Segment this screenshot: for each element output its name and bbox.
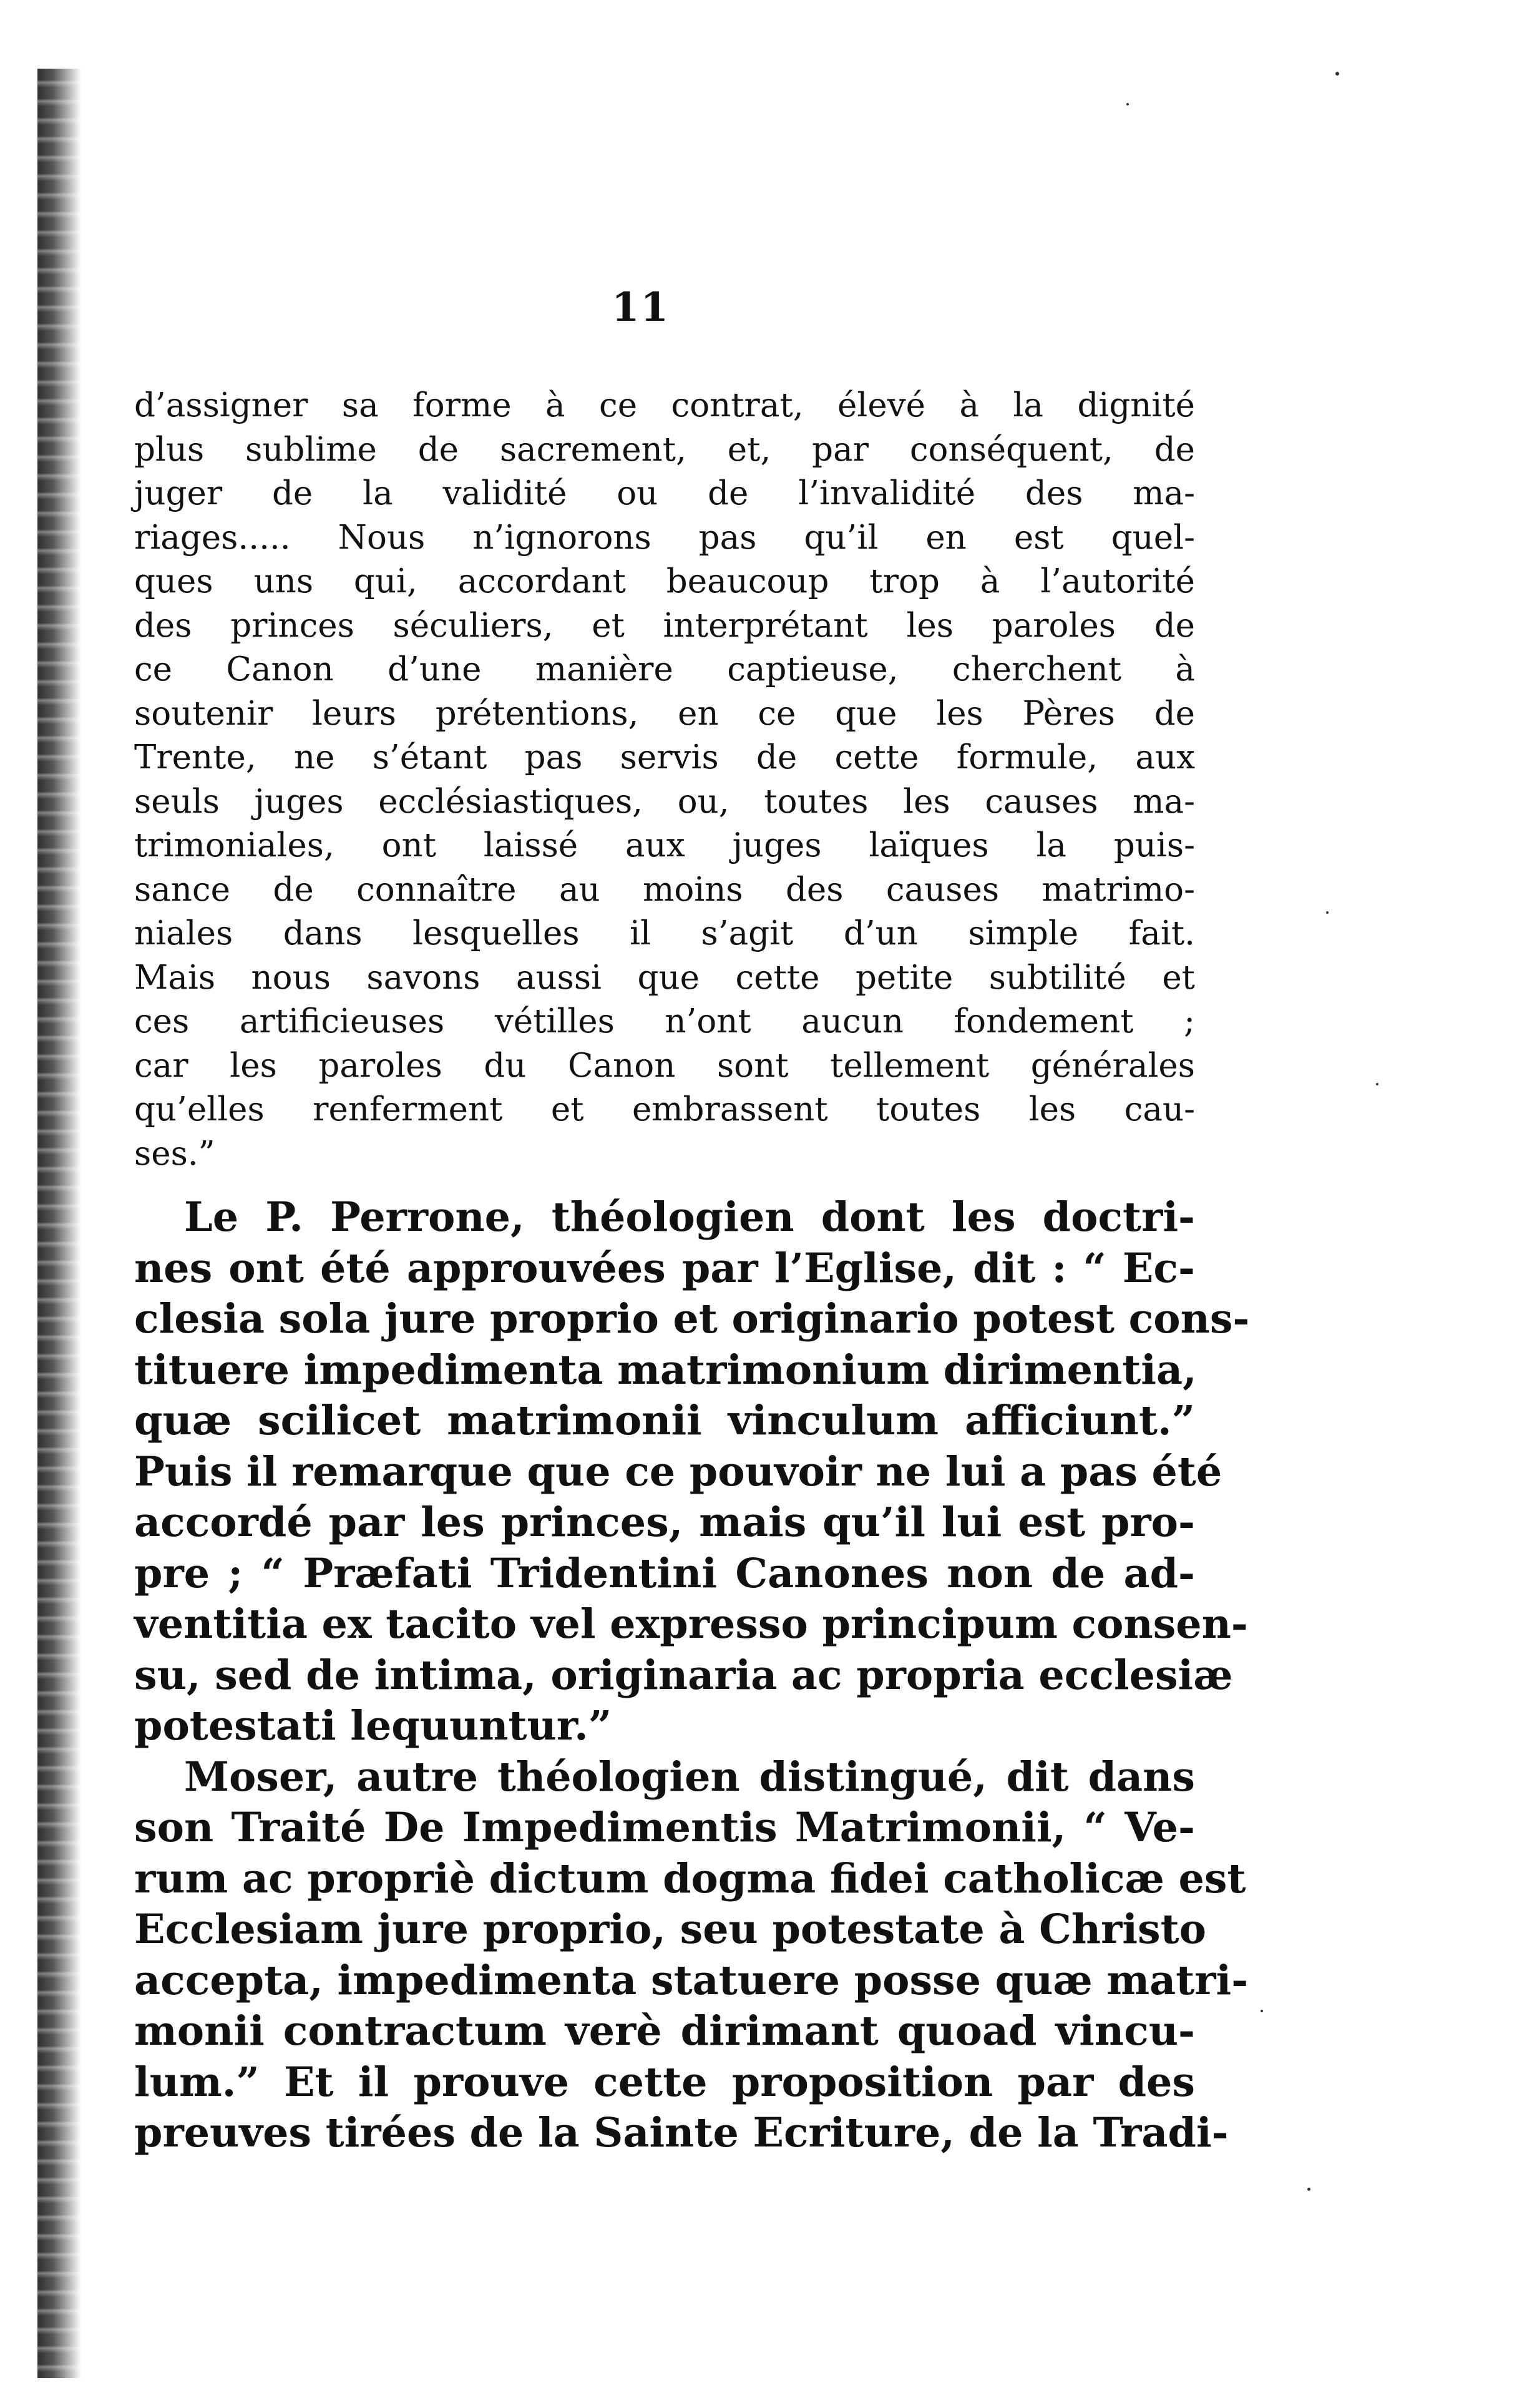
- text-line: trimoniales, ont laissé aux juges laïques la puis-: [134, 826, 1195, 864]
- text-line: Le P. Perrone, théologien dont les doctri-: [184, 1193, 1195, 1241]
- text-line: ce Canon d’une manière captieuse, cherchent à: [134, 650, 1195, 688]
- text-line: ventitia ex tacito vel expresso principum consen-: [134, 1600, 1248, 1648]
- body-text-bold: [134, 1192, 1250, 2159]
- text-line: Trente, ne s’étant pas servis de cette formule, aux: [134, 738, 1195, 776]
- ink-speck: [1126, 103, 1129, 105]
- text-line: pre ; “ Præfati Tridentini Canones non de ad-: [134, 1549, 1195, 1597]
- text-line: ces artificieuses vétilles n’ont aucun fondement ;: [134, 1002, 1195, 1040]
- ink-speck: [1261, 2010, 1263, 2012]
- text-line: Puis il remarque que ce pouvoir ne lui a pas été: [134, 1447, 1222, 1495]
- text-line: sance de connaître au moins des causes matrimo-: [134, 870, 1195, 909]
- text-line: des princes séculiers, et interprétant les paroles de: [134, 606, 1195, 645]
- text-line: rum ac propriè dictum dogma fidei catholicæ est: [134, 1854, 1246, 1902]
- ink-speck: [1335, 72, 1339, 76]
- text-line: qu’elles renferment et embrassent toutes les cau-: [134, 1090, 1195, 1128]
- text-line: nes ont été approuvées par l’Eglise, dit : “ Ec-: [134, 1244, 1195, 1292]
- text-line: Moser, autre théologien distingué, dit dans: [184, 1753, 1195, 1801]
- text-line: plus sublime de sacrement, et, par conséquent, de: [134, 430, 1195, 469]
- ink-speck: [1307, 2188, 1310, 2191]
- text-line: car les paroles du Canon sont tellement générales: [134, 1046, 1195, 1085]
- text-line: ques uns qui, accordant beaucoup trop à l’autorité: [134, 562, 1195, 600]
- text-line: ses.”: [134, 1134, 215, 1173]
- text-line: preuves tirées de la Sainte Ecriture, de la Tradi-: [134, 2109, 1229, 2156]
- text-line: soutenir leurs prétentions, en ce que les Pères de: [134, 694, 1195, 733]
- text-line: su, sed de intima, originaria ac propria ecclesiæ: [134, 1651, 1233, 1699]
- book-binding-edge: [37, 69, 81, 2378]
- text-line: juger de la validité ou de l’invalidité des ma-: [134, 474, 1195, 512]
- text-line: d’assigner sa forme à ce contrat, élevé à la dignité: [134, 386, 1195, 424]
- text-line: accepta, impedimenta statuere posse quæ matri-: [134, 1956, 1249, 2004]
- text-line: son Traité De Impedimentis Matrimonii, “ Ve-: [134, 1804, 1195, 1851]
- text-line: potestati lequuntur.”: [134, 1702, 612, 1750]
- text-line: clesia sola jure proprio et originario potest cons-: [134, 1295, 1250, 1343]
- text-line: accordé par les princes, mais qu’il lui est pro-: [134, 1499, 1195, 1546]
- text-line: seuls juges ecclésiastiques, ou, toutes les causes ma-: [134, 782, 1195, 821]
- text-line: lum.” Et il prouve cette proposition par des: [134, 2058, 1195, 2106]
- text-line: niales dans lesquelles il s’agit d’un simple fait.: [134, 914, 1195, 952]
- text-line: riages..... Nous n’ignorons pas qu’il en est quel-: [134, 518, 1195, 557]
- ink-speck: [1326, 911, 1329, 914]
- paragraph-perrone: [134, 1192, 1250, 1752]
- text-line: tituere impedimenta matrimonium dirimentia,: [134, 1346, 1197, 1394]
- text-line: quæ scilicet matrimonii vinculum afficiunt.”: [134, 1397, 1195, 1444]
- paragraph-moser: [134, 1752, 1249, 2159]
- page-number: 11: [612, 284, 670, 331]
- text-line: monii contractum verè dirimant quoad vincu-: [134, 2007, 1195, 2055]
- text-line: Mais nous savons aussi que cette petite subtilité et: [134, 958, 1195, 997]
- paragraph-quotation-continued: [134, 384, 1195, 1176]
- text-line: Ecclesiam jure proprio, seu potestate à Christo: [134, 1906, 1207, 1953]
- ink-speck: [1376, 1083, 1378, 1085]
